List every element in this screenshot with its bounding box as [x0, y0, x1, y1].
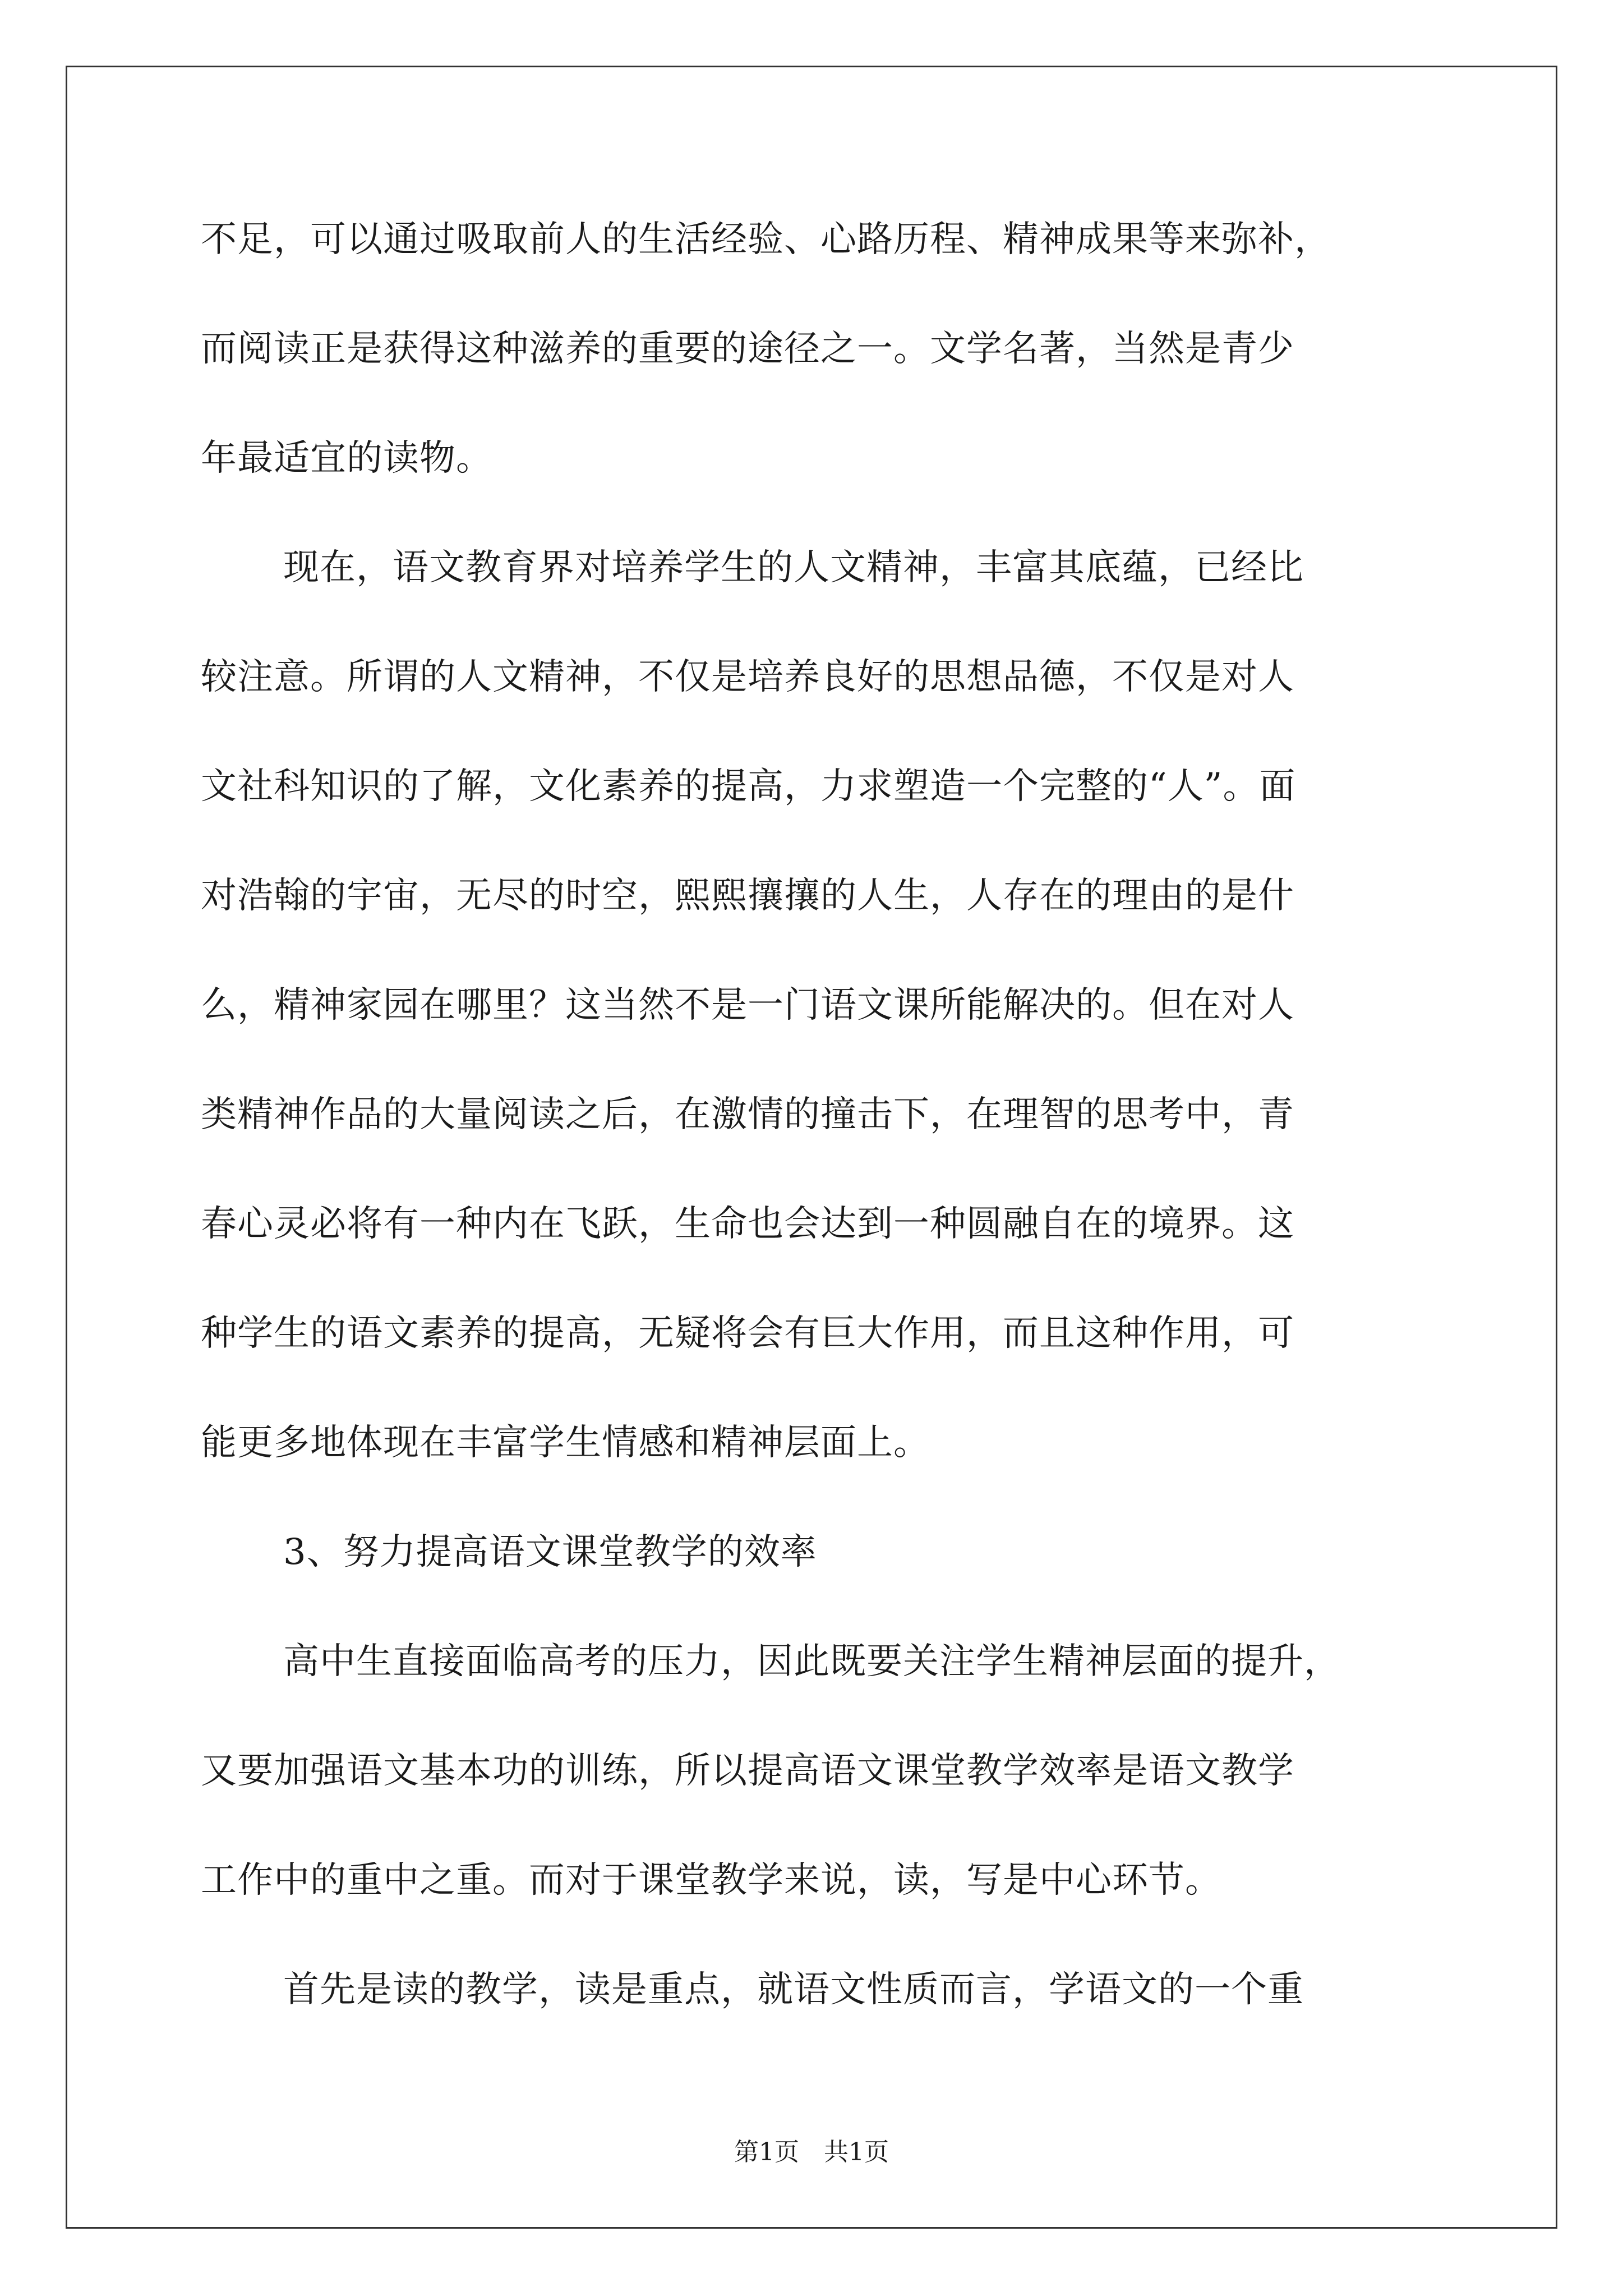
text-line: 不足，可以通过吸取前人的生活经验、心路历程、精神成果等来弥补，: [201, 219, 1331, 260]
text-line: 现在，语文教育界对培养学生的人文精神，丰富其底蕴，已经比: [283, 547, 1304, 588]
text-line: 能更多地体现在丰富学生情感和精神层面上。: [201, 1422, 930, 1464]
text-line: 种学生的语文素养的提高，无疑将会有巨大作用，而且这种作用，可: [201, 1313, 1294, 1354]
text-line: 3、努力提高语文课堂教学的效率: [283, 1531, 817, 1573]
text-line: 而阅读正是获得这种滋养的重要的途径之一。文学名著，当然是青少: [201, 328, 1294, 370]
text-line: 对浩翰的宇宙，无尽的时空，熙熙攘攘的人生，人存在的理由的是什: [201, 875, 1294, 917]
text-line: 类精神作品的大量阅读之后，在激情的撞击下，在理智的思考中，青: [201, 1094, 1294, 1135]
document-body: [201, 185, 1435, 2045]
text-line: 文社科知识的了解，文化素养的提高，力求塑造一个完整的“人”。面: [201, 766, 1296, 807]
text-line: 首先是读的教学，读是重点，就语文性质而言，学语文的一个重: [283, 1969, 1304, 2010]
text-line: 又要加强语文基本功的训练，所以提高语文课堂教学效率是语文教学: [201, 1750, 1294, 1792]
page-number-label: 第1页 共1页: [734, 2138, 889, 2166]
text-line: 较注意。所谓的人文精神，不仅是培养良好的思想品德，不仅是对人: [201, 656, 1294, 698]
text-line: 高中生直接面临高考的压力，因此既要关注学生精神层面的提升，: [283, 1641, 1340, 1682]
text-line: 么，精神家园在哪里？这当然不是一门语文课所能解决的。但在对人: [201, 984, 1294, 1026]
text-line: 春心灵必将有一种内在飞跃，生命也会达到一种圆融自在的境界。这: [201, 1203, 1294, 1245]
text-line: 工作中的重中之重。而对于课堂教学来说，读，写是中心环节。: [201, 1860, 1221, 1901]
page-footer: [0, 2132, 1623, 2168]
text-line: 年最适宜的读物。: [201, 438, 492, 479]
